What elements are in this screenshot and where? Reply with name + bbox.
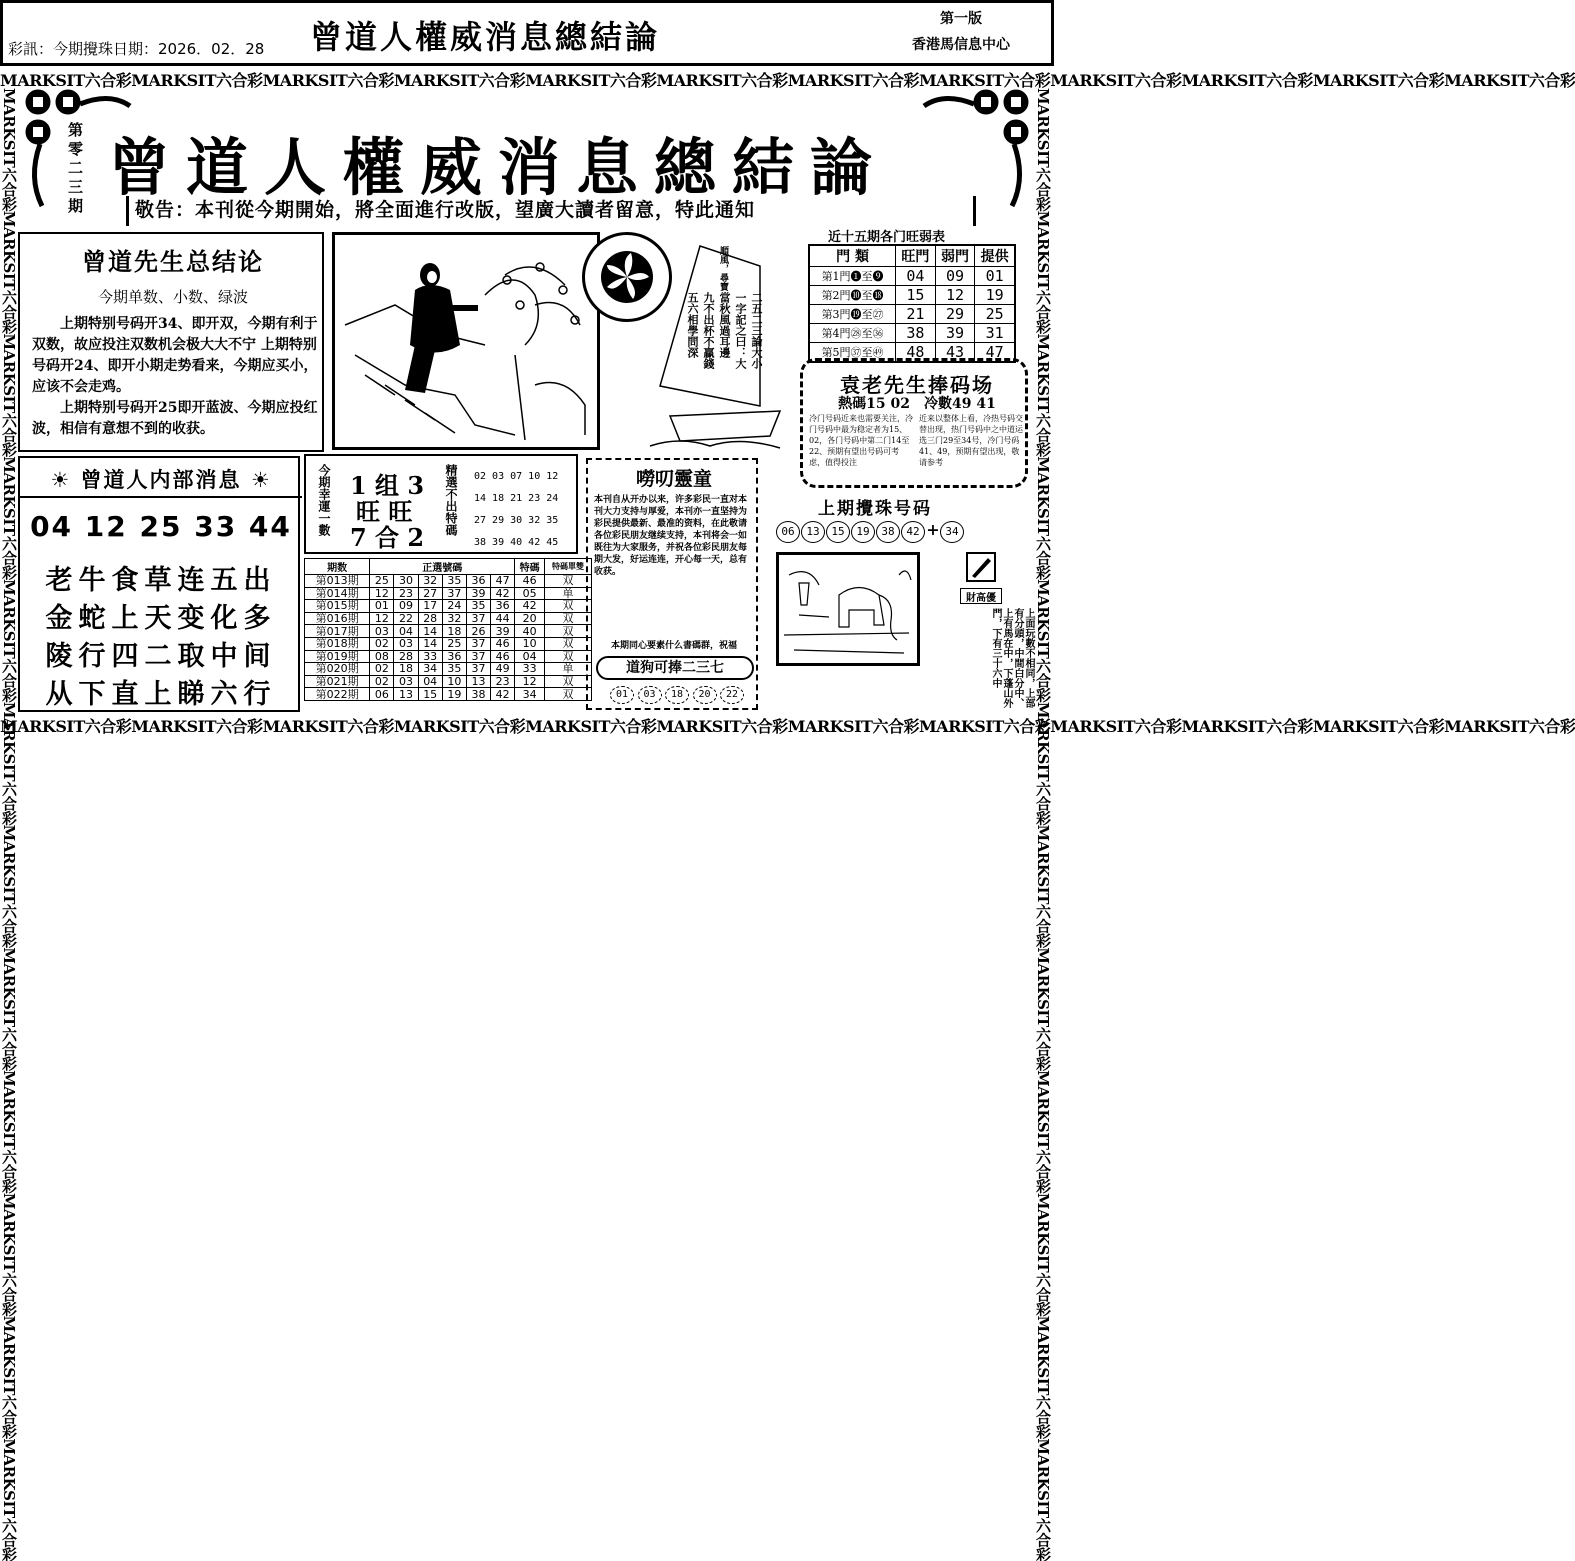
zone-value: 39 <box>935 324 975 343</box>
zone-value: 19 <box>975 286 1015 305</box>
lucky-number-box <box>304 454 578 554</box>
results-number: 36 <box>466 575 490 588</box>
marksit-text: MARKSIT六合彩 <box>1034 210 1052 334</box>
marksit-text: MARKSIT六合彩 <box>0 717 132 736</box>
results-number: 37 <box>466 612 490 625</box>
poem-line: 二五二三論大小 <box>750 292 763 369</box>
draw-ball: 38 <box>876 521 900 543</box>
marksit-text: MARKSIT六合彩 <box>131 71 263 90</box>
parrot-footer: 本期同心要素什么書碼群，祝福 <box>610 641 737 651</box>
poem-sign: 順風，尋寶 <box>718 246 728 291</box>
poem-lines <box>664 292 764 412</box>
results-number: 02 <box>370 675 394 688</box>
parrot-ball: 01 <box>610 686 634 704</box>
elephant-sketch <box>776 552 920 666</box>
results-special: 40 <box>515 625 545 638</box>
marksit-text: MARKSIT六合彩 <box>1034 1192 1052 1316</box>
calligraphy-text: 上面玩數不相同，上部有分頭，中間白分中、上有馬在中，下蓬山外門，下有三十六中 <box>990 608 1034 708</box>
results-row <box>305 650 592 663</box>
marksit-text: MARKSIT六合彩 <box>131 717 263 736</box>
results-number: 32 <box>418 575 442 588</box>
results-number: 34 <box>418 663 442 676</box>
results-number: 27 <box>418 587 442 600</box>
issue-date: 彩訊：今期攪珠日期：2026．02．28 <box>8 40 265 58</box>
results-number: 25 <box>370 575 394 588</box>
zone-label: 第5門㊲至㊾ <box>809 343 896 363</box>
conclusion-text <box>32 314 320 440</box>
select-row: 38 39 40 42 45 <box>474 537 559 548</box>
inner-poem-line: 陵行四二取中间 <box>45 641 277 672</box>
marksit-text: MARKSIT六合彩 <box>1181 71 1313 90</box>
sage-drawing-icon <box>335 235 597 447</box>
results-number: 46 <box>491 637 515 650</box>
results-row <box>305 663 592 676</box>
results-table <box>304 558 592 701</box>
sage-illustration <box>332 232 600 450</box>
inner-poem-line: 从下直上睇六行 <box>45 679 277 710</box>
marksit-strip-top <box>0 68 1575 90</box>
conclusion-title: 曾道先生总结论 <box>82 247 264 276</box>
results-issue: 第017期 <box>305 625 370 638</box>
publisher-label: 香港馬信息中心 <box>912 37 1010 53</box>
results-number: 38 <box>466 688 490 701</box>
results-issue: 第019期 <box>305 650 370 663</box>
yuan-text-right: 近来以整体上看，冷热号码交替出现，热门号码中之中道运选三门29至34号，冷门号码41、49，预期有望出现，敬请参考 <box>919 414 1023 467</box>
brush-icon <box>966 552 996 582</box>
zone-label: 第3門⓳至㉗ <box>809 305 896 324</box>
results-row <box>305 675 592 688</box>
zone-value: 01 <box>975 267 1015 286</box>
marksit-text: MARKSIT六合彩 <box>656 71 788 90</box>
results-issue: 第018期 <box>305 637 370 650</box>
zone-header: 弱門 <box>935 245 975 267</box>
results-odd-even: 双 <box>545 675 592 688</box>
inner-news-title <box>20 462 302 498</box>
zone-value: 29 <box>935 305 975 324</box>
marksit-text: MARKSIT六合彩 <box>0 71 132 90</box>
results-number: 02 <box>370 637 394 650</box>
zone-value: 31 <box>975 324 1015 343</box>
draw-ball: 19 <box>851 521 875 543</box>
results-row <box>305 587 592 600</box>
results-special: 05 <box>515 587 545 600</box>
results-number: 42 <box>491 688 515 701</box>
parrot-box <box>586 458 758 710</box>
marksit-text: MARKSIT六合彩 <box>393 717 526 736</box>
results-number: 37 <box>442 587 466 600</box>
zone-row <box>809 305 1015 324</box>
elephant-drawing-icon <box>779 555 917 663</box>
results-number: 04 <box>418 675 442 688</box>
results-number: 28 <box>418 612 442 625</box>
marksit-text: MARKSIT六合彩 <box>0 210 18 334</box>
plus-sign: + <box>926 520 940 539</box>
zone-table-caption: 近十五期各门旺弱表 <box>828 230 946 245</box>
marksit-text: MARKSIT六合彩 <box>0 579 18 702</box>
sun-icon: ☀ <box>50 467 72 492</box>
sun-icon: ☀ <box>250 467 272 492</box>
results-row <box>305 688 592 701</box>
marksit-text: MARKSIT六合彩 <box>656 717 788 736</box>
results-odd-even: 双 <box>545 688 592 701</box>
results-header: 特碼 <box>515 559 545 575</box>
results-header: 特碼單雙 <box>545 559 592 575</box>
results-special: 04 <box>515 650 545 663</box>
marksit-text: MARKSIT六合彩 <box>0 333 18 457</box>
results-number: 46 <box>491 650 515 663</box>
conclusion-para-1: 上期特别号码开34、即开双，今期有利于双数，故应投注双数机会极大大不宁 上期特别号码开24、即开小期走势看来，今期应买小，应该不会走鸡。 <box>32 316 318 395</box>
results-number: 25 <box>442 637 466 650</box>
results-number: 04 <box>394 625 418 638</box>
poem-line: 一字記之曰：大 <box>734 292 747 369</box>
marksit-text: MARKSIT六合彩 <box>525 71 657 90</box>
marksit-text: MARKSIT六合彩 <box>0 701 18 825</box>
results-number: 13 <box>394 688 418 701</box>
marksit-text: MARKSIT六合彩 <box>1312 717 1445 736</box>
results-number: 17 <box>418 600 442 613</box>
results-header: 期数 <box>305 559 370 575</box>
select-grid <box>474 466 578 554</box>
marksit-strip-right <box>1034 88 1054 1561</box>
results-issue: 第015期 <box>305 600 370 613</box>
parrot-ball: 22 <box>720 686 744 704</box>
inner-poem-line: 老牛食草连五出 <box>45 565 277 596</box>
parrot-slogan: 道狗可捧二三七 <box>596 656 754 680</box>
calligraphy-label: 財高優 <box>960 588 1002 604</box>
zone-table <box>808 244 1016 363</box>
poem-line: 五六相學問深 <box>686 292 699 358</box>
results-special: 33 <box>515 663 545 676</box>
zone-value: 21 <box>896 305 936 324</box>
results-number: 36 <box>491 600 515 613</box>
zone-value: 12 <box>935 286 975 305</box>
results-number: 03 <box>394 675 418 688</box>
results-special: 20 <box>515 612 545 625</box>
parrot-text: 本刊自从开办以来，许多彩民一直对本刊大力支持与厚爱，本刊亦一直坚持为彩民提供最新、最准的资料，在此敬请各位彩民朋友继续支持，本刊将会一如既往为大家服务，并祝各位彩民朋友每期大发，好运连连，开心每一天，总有收获。 <box>594 495 748 577</box>
marksit-text: MARKSIT六合彩 <box>1181 717 1313 736</box>
inner-poem-line: 金蛇上天变化多 <box>45 603 277 634</box>
lucky-line-3: 7 合 2 <box>350 523 425 552</box>
results-number: 33 <box>418 650 442 663</box>
yuan-title: 袁老先生捧码场 <box>840 373 994 397</box>
marksit-text: MARKSIT六合彩 <box>262 71 394 90</box>
marksit-text: MARKSIT六合彩 <box>918 717 1051 736</box>
results-number: 14 <box>418 625 442 638</box>
zone-header: 提供 <box>975 245 1015 267</box>
zone-row <box>809 324 1015 343</box>
results-odd-even: 单 <box>545 663 592 676</box>
results-number: 03 <box>394 637 418 650</box>
marksit-text: MARKSIT六合彩 <box>918 71 1051 90</box>
results-number: 23 <box>394 587 418 600</box>
zone-header: 門 類 <box>809 245 896 267</box>
results-number: 37 <box>466 663 490 676</box>
results-number: 37 <box>466 637 490 650</box>
marksit-text: MARKSIT六合彩 <box>0 1315 18 1439</box>
results-odd-even: 双 <box>545 625 592 638</box>
results-number: 35 <box>442 575 466 588</box>
results-header: 正選號碼 <box>370 559 515 575</box>
results-number: 39 <box>466 587 490 600</box>
draw-ball: 13 <box>801 521 825 543</box>
results-number: 03 <box>370 625 394 638</box>
results-odd-even: 双 <box>545 637 592 650</box>
results-number: 42 <box>491 587 515 600</box>
edition-box <box>912 6 1010 58</box>
marksit-text: MARKSIT六合彩 <box>1444 717 1575 736</box>
results-number: 23 <box>491 675 515 688</box>
marksit-text: MARKSIT六合彩 <box>1034 333 1052 457</box>
zone-value: 48 <box>896 343 936 363</box>
marksit-text: MARKSIT六合彩 <box>1034 1070 1052 1193</box>
zone-header: 旺門 <box>896 245 936 267</box>
draw-ball: 42 <box>901 521 925 543</box>
results-number: 22 <box>394 612 418 625</box>
results-row <box>305 637 592 650</box>
header-title: 曾道人權威消息總結論 <box>310 18 661 56</box>
marksit-text: MARKSIT六合彩 <box>1050 717 1182 736</box>
results-number: 14 <box>418 637 442 650</box>
inner-news-numbers: 04 12 25 33 44 <box>30 510 292 543</box>
results-number: 49 <box>491 663 515 676</box>
results-number: 35 <box>442 663 466 676</box>
marksit-text: MARKSIT六合彩 <box>0 1070 18 1193</box>
results-number: 44 <box>491 612 515 625</box>
results-number: 18 <box>394 663 418 676</box>
zone-row <box>809 267 1015 286</box>
zone-label: 第1門❶至❾ <box>809 267 896 286</box>
marksit-strip-bottom <box>0 714 1575 736</box>
parrot-ball: 18 <box>665 686 689 704</box>
last-draw-label: 上期攪珠号码 <box>818 499 932 519</box>
marksit-text: MARKSIT六合彩 <box>1034 88 1052 211</box>
draw-ball: 15 <box>826 521 850 543</box>
parrot-balls <box>610 686 750 706</box>
marksit-text: MARKSIT六合彩 <box>1034 701 1052 825</box>
zone-label: 第4門㉘至㊱ <box>809 324 896 343</box>
select-row: 14 18 21 23 24 <box>474 493 559 504</box>
marksit-text: MARKSIT六合彩 <box>1034 579 1052 702</box>
results-number: 47 <box>491 575 515 588</box>
results-number: 36 <box>442 650 466 663</box>
yuan-hot-cold: 熱碼15 02 冷數49 41 <box>838 396 996 412</box>
results-number: 24 <box>442 600 466 613</box>
results-number: 10 <box>442 675 466 688</box>
boat-poem-area <box>640 236 790 456</box>
results-number: 13 <box>466 675 490 688</box>
edition-label: 第一版 <box>940 11 982 27</box>
marksit-text: MARKSIT六合彩 <box>0 824 18 948</box>
select-row: 02 03 07 10 12 <box>474 471 559 482</box>
results-number: 35 <box>466 600 490 613</box>
zone-label: 第2門❿至⓲ <box>809 286 896 305</box>
results-number: 06 <box>370 688 394 701</box>
results-issue: 第022期 <box>305 688 370 701</box>
results-issue: 第016期 <box>305 612 370 625</box>
marksit-text: MARKSIT六合彩 <box>1034 824 1052 948</box>
results-number: 28 <box>394 650 418 663</box>
yuan-text-left: 冷门号码近来也需要关注，冷门号码中最为稳定者为15、02，各门号码中第二门14至22、预期有望出号码可考虑，值得投注 <box>809 414 913 467</box>
results-odd-even: 双 <box>545 575 592 588</box>
marksit-text: MARKSIT六合彩 <box>1312 71 1445 90</box>
lucky-line-1: 1 组 3 <box>350 471 425 500</box>
zone-value: 15 <box>896 286 936 305</box>
results-row <box>305 575 592 588</box>
results-issue: 第014期 <box>305 587 370 600</box>
results-issue: 第013期 <box>305 575 370 588</box>
last-draw-numbers <box>776 520 1012 542</box>
zone-value: 25 <box>975 305 1015 324</box>
results-special: 42 <box>515 600 545 613</box>
lucky-line-2: 旺 旺 <box>356 497 413 526</box>
zone-value: 04 <box>896 267 936 286</box>
marksit-text: MARKSIT六合彩 <box>0 1192 18 1316</box>
results-special: 34 <box>515 688 545 701</box>
zone-value: 47 <box>975 343 1015 363</box>
poem-line: 九不出杯不贏錢 <box>702 292 715 369</box>
banner-title: 曾道人權威消息總結論 <box>108 131 889 204</box>
results-row <box>305 625 592 638</box>
results-odd-even: 双 <box>545 650 592 663</box>
marksit-text: MARKSIT六合彩 <box>393 71 526 90</box>
zone-value: 09 <box>935 267 975 286</box>
results-number: 37 <box>466 650 490 663</box>
marksit-text: MARKSIT六合彩 <box>1034 1315 1052 1439</box>
results-number: 15 <box>418 688 442 701</box>
select-row: 27 29 30 32 35 <box>474 515 559 526</box>
results-issue: 第020期 <box>305 663 370 676</box>
results-number: 09 <box>394 600 418 613</box>
marksit-text: MARKSIT六合彩 <box>262 717 394 736</box>
marksit-text: MARKSIT六合彩 <box>0 88 18 211</box>
results-number: 26 <box>466 625 490 638</box>
results-number: 19 <box>442 688 466 701</box>
marksit-text: MARKSIT六合彩 <box>1444 71 1575 90</box>
marksit-text: MARKSIT六合彩 <box>0 456 18 580</box>
results-odd-even: 双 <box>545 600 592 613</box>
results-number: 30 <box>394 575 418 588</box>
results-odd-even: 双 <box>545 612 592 625</box>
inner-news-title-text: 曾道人内部消息 <box>80 467 242 492</box>
marksit-text: MARKSIT六合彩 <box>0 947 18 1071</box>
parrot-title: 嘮叨靈童 <box>635 468 712 490</box>
zone-row <box>809 286 1015 305</box>
conclusion-para-2: 上期特别号码开25即开蓝波、今期应投红波，相信有意想不到的收获。 <box>32 400 318 437</box>
results-number: 02 <box>370 663 394 676</box>
results-row <box>305 600 592 613</box>
results-odd-even: 单 <box>545 587 592 600</box>
marksit-text: MARKSIT六合彩 <box>1050 71 1182 90</box>
parrot-ball: 20 <box>693 686 717 704</box>
zone-value: 38 <box>896 324 936 343</box>
conclusion-subtitle: 今期单数、小数、绿波 <box>97 288 248 306</box>
marksit-text: MARKSIT六合彩 <box>525 717 657 736</box>
results-number: 39 <box>491 625 515 638</box>
results-number: 18 <box>442 625 466 638</box>
yuan-box <box>800 358 1028 488</box>
results-number: 08 <box>370 650 394 663</box>
draw-ball: 06 <box>776 521 800 543</box>
parrot-ball: 03 <box>638 686 662 704</box>
marksit-text: MARKSIT六合彩 <box>787 71 919 90</box>
zone-value: 43 <box>935 343 975 363</box>
inner-news-box <box>18 456 300 712</box>
marksit-text: MARKSIT六合彩 <box>1034 947 1052 1071</box>
results-number: 01 <box>370 600 394 613</box>
poem-line: 當秋風過耳邊 <box>718 292 731 358</box>
marksit-text: MARKSIT六合彩 <box>787 717 919 736</box>
results-special: 46 <box>515 575 545 588</box>
results-special: 10 <box>515 637 545 650</box>
results-number: 12 <box>370 587 394 600</box>
marksit-strip-left <box>0 88 20 1561</box>
marksit-text: MARKSIT六合彩 <box>0 1438 18 1561</box>
results-number: 32 <box>442 612 466 625</box>
special-ball: 34 <box>940 521 964 543</box>
results-special: 12 <box>515 675 545 688</box>
select-title: 精選不出特碼 <box>444 464 458 536</box>
results-number: 12 <box>370 612 394 625</box>
results-row <box>305 612 592 625</box>
marksit-text: MARKSIT六合彩 <box>1034 1438 1052 1561</box>
conclusion-box <box>18 232 324 452</box>
marksit-text: MARKSIT六合彩 <box>1034 456 1052 580</box>
notice-banner: 敬告：本刊從今期開始，將全面進行改版，望廣大讀者留意，特此通知 <box>126 196 976 226</box>
issue-number-vertical: 第零二三期 <box>66 122 84 217</box>
lucky-title: 今期幸運一數 <box>317 464 331 536</box>
results-issue: 第021期 <box>305 675 370 688</box>
